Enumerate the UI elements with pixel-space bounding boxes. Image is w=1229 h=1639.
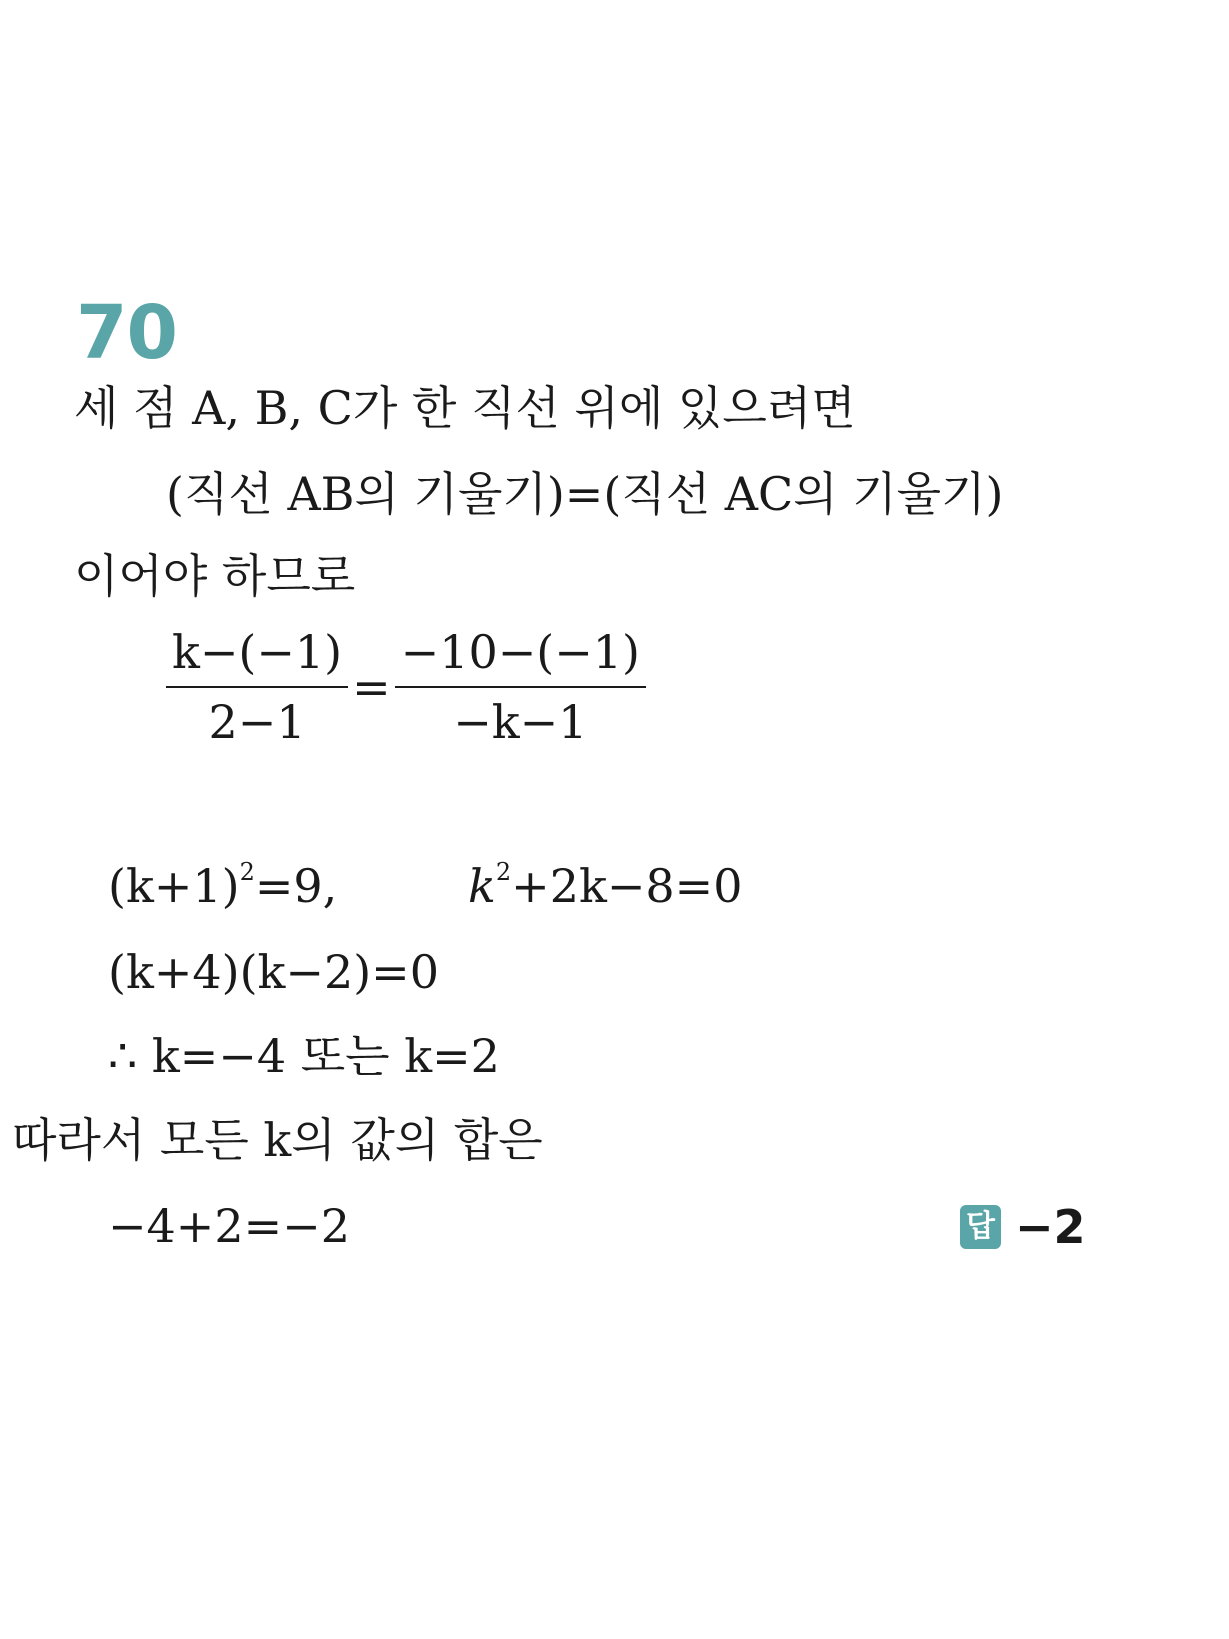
eq-part: =9,: [254, 859, 338, 913]
left-numerator: k−(−1): [172, 625, 343, 679]
exponent: 2: [495, 858, 512, 886]
slope-equation: [166, 624, 646, 750]
sum-expression: −4+2=−2: [108, 1199, 350, 1253]
sum-text: 따라서 모든 k의 값의 합은: [12, 1113, 543, 1167]
quadratic-equation: [468, 858, 742, 914]
slope-condition: (직선 AB의 기울기)=(직선 AC의 기울기): [166, 467, 1004, 521]
right-fraction: [395, 624, 646, 750]
answer-label-badge: 답: [960, 1205, 1001, 1249]
eq-part: (k+1): [108, 859, 240, 913]
conclusion-line: ∴ k=−4 또는 k=2: [108, 1029, 500, 1083]
connector-text: 이어야 하므로: [74, 549, 356, 603]
left-denominator: 2−1: [208, 695, 306, 749]
exponent: 2: [239, 858, 255, 886]
eq-part: +2k−8=0: [511, 859, 743, 913]
answer-value: −2: [1014, 1199, 1086, 1254]
intro-text: 세 점 A, B, C가 한 직선 위에 있으려면: [74, 381, 856, 435]
problem-number: 70: [76, 290, 177, 376]
right-numerator: −10−(−1): [400, 625, 640, 679]
left-fraction: [166, 624, 348, 750]
squared-equation: [108, 858, 337, 914]
answer-box: [960, 1198, 1086, 1255]
variable-k: k: [468, 859, 496, 913]
factored-equation: (k+4)(k−2)=0: [108, 945, 439, 999]
equals-sign: =: [352, 660, 391, 714]
right-denominator: −k−1: [453, 695, 588, 749]
